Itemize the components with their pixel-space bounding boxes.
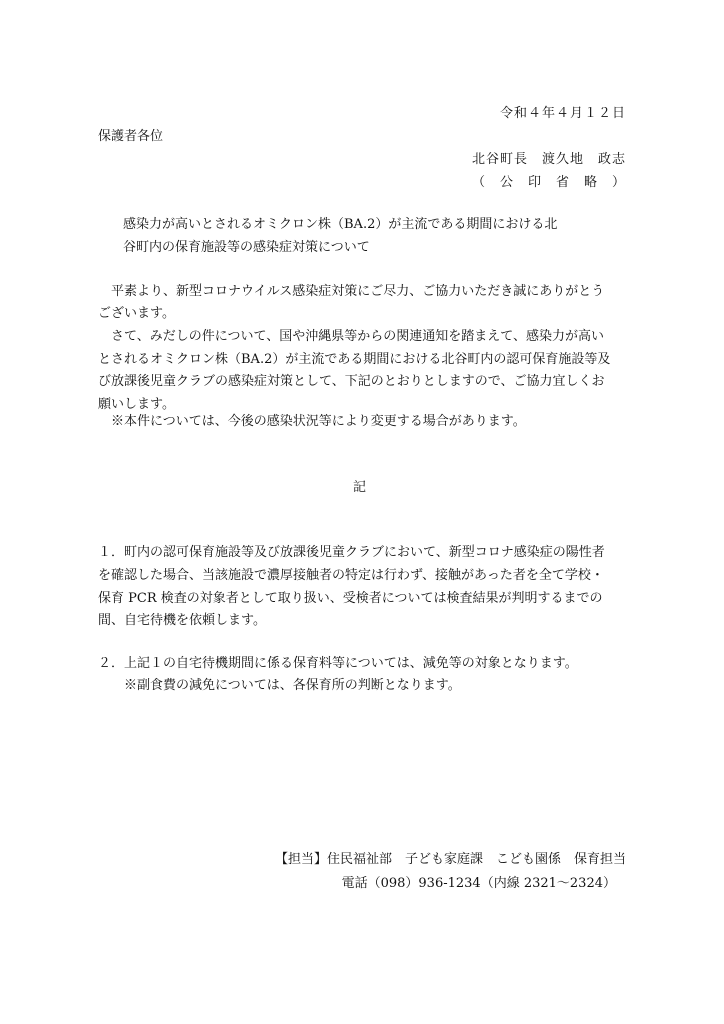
body-paragraph-2-line-3: び放課後児童クラブの感染症対策として、下記のとおりとしますので、ご協力宜しくお [98, 374, 605, 389]
document-title-line-2: 谷町内の保育施設等の感染症対策について [123, 240, 370, 255]
recipient-line: 保護者各位 [98, 129, 164, 144]
sender-line: 北谷町長 渡久地 政志 [471, 152, 626, 167]
document-date: 令和４年４月１２日 [499, 106, 626, 121]
body-paragraph-1-line-2: ございます。 [98, 306, 175, 321]
change-notice: ※本件については、今後の感染状況等により変更する場合があります。 [98, 414, 526, 429]
item-1-line-2: を確認した場合、当該施設で濃厚接触者の特定は行わず、接触があった者を全て学校・ [98, 568, 604, 583]
item-1-line-1: １．町内の認可保育施設等及び放課後児童クラブにおいて、新型コロナ感染症の陽性者 [98, 545, 605, 560]
contact-phone: 電話（098）936-1234（内線 2321～2324） [341, 876, 616, 891]
seal-omitted-note: （ 公 印 省 略 ） [471, 175, 626, 190]
body-paragraph-1-line-1: 平素より、新型コロナウイルス感染症対策にご尽力、ご協力いただき誠にありがとう [98, 284, 605, 299]
body-paragraph-2-line-2: とされるオミクロン株（BA.2）が主流である期間における北谷町内の認可保育施設等及 [98, 352, 611, 367]
item-2: ２．上記１の自宅待機期間に係る保育料等については、減免等の対象となります。 [98, 656, 578, 671]
ki-heading: 記 [353, 480, 367, 495]
item-1-line-3: 保育 PCR 検査の対象者として取り扱い、受検者については検査結果が判明するまでの [98, 591, 603, 606]
body-paragraph-2-line-1: さて、みだしの件について、国や沖縄県等からの関連通知を踏まえて、感染力が高い [98, 329, 604, 344]
item-1-line-4: 間、自宅待機を依頼します。 [98, 613, 266, 628]
body-paragraph-2-line-4: 願いします。 [98, 397, 175, 412]
contact-department: 【担当】住民福祉部 子ども家庭課 こども園係 保育担当 [274, 852, 626, 867]
item-2-note: ※副食費の減免については、各保育所の判断となります。 [124, 678, 461, 693]
document-title-line-1: 感染力が高いとされるオミクロン株（BA.2）が主流である期間における北 [123, 217, 558, 232]
